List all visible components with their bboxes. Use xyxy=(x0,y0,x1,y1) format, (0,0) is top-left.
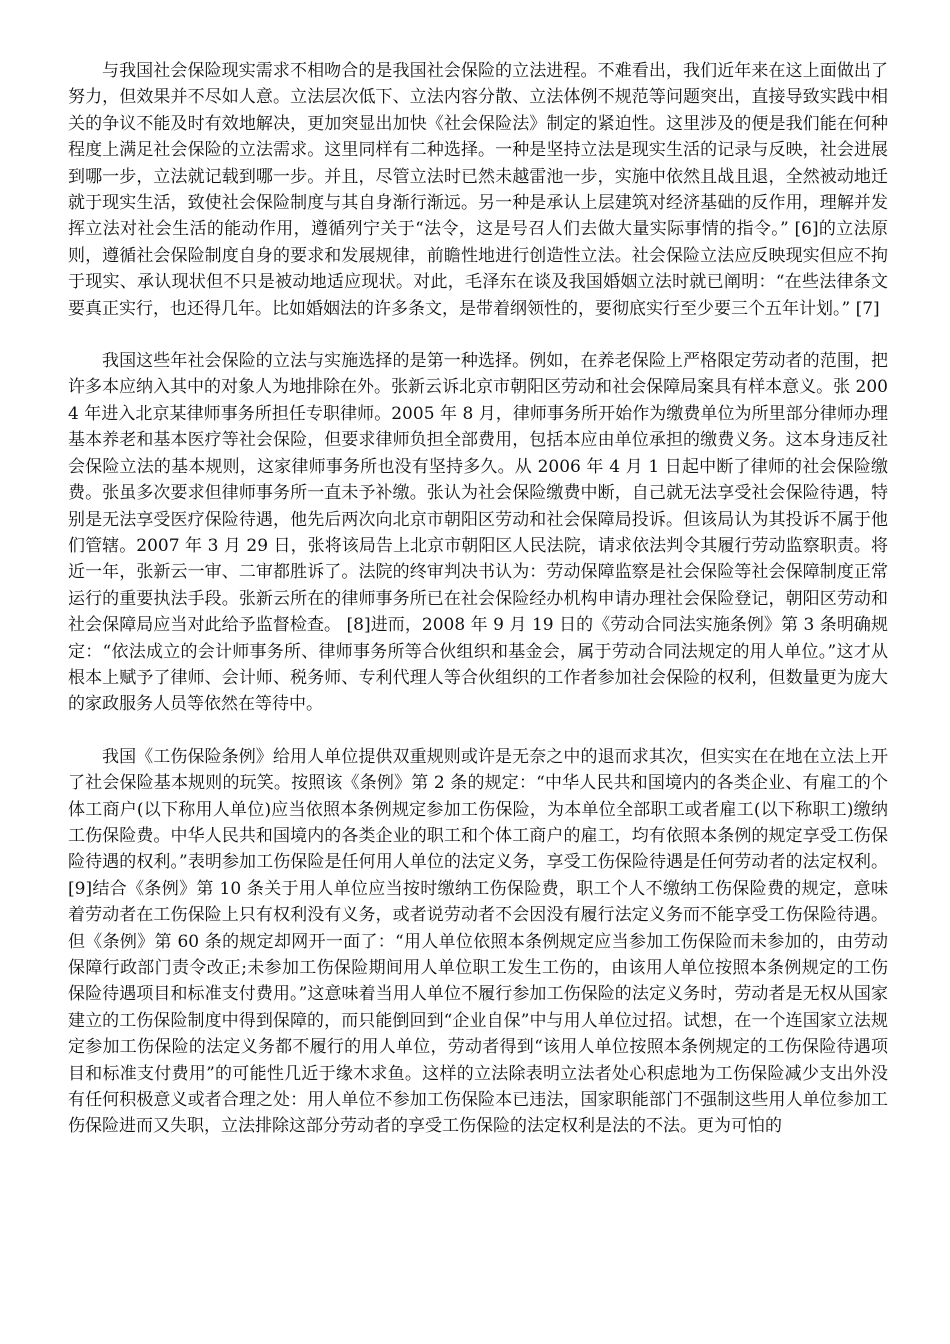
paragraph-first-choice-case: 我国这些年社会保险的立法与实施选择的是第一种选择。例如，在养老保险上严格限定劳动者的范围，把许多本应纳入其中的对象人为地排除在外。张新云诉北京市朝阳区劳动和社会保障局案具有样本意义。张 2004 年进入北京某律师事务所担任专职律师。2005 年 8 月，律师事务所开始作为缴费单位为所里部分律师办理基本养老和基本医疗等社会保险，但要求律师负担全部费用，包括本应由单位承担的缴费义务。这本身违反社会保险立法的基本规则，这家律师事务所也没有坚持多久。从 2006 年 4 月 1 日起中断了律师的社会保险缴费。张虽多次要求但律师事务所一直未予补缴。张认为社会保险缴费中断，自己就无法享受社会保险待遇，特别是无法享受医疗保险待遇，他先后两次向北京市朝阳区劳动和社会保障局投诉。但该局认为其投诉不属于他们管辖。2007 年 3 月 29 日，张将该局告上北京市朝阳区人民法院，请求依法判令其履行劳动监察职责。将近一年，张新云一审、二审都胜诉了。法院的终审判决书认为：劳动保障监察是社会保险等社会保障制度正常运行的重要执法手段。张新云所在的律师事务所已在社会保险经办机构申请办理社会保险登记，朝阳区劳动和社会保障局应当对此给予监督检查。 [8]进而，2008 年 9 月 19 日的《劳动合同法实施条例》第 3 条明确规定：“依法成立的会计师事务所、律师事务所等合伙组织和基金会，属于劳动合同法规定的用人单位。”这才从根本上赋予了律师、会计师、税务师、专利代理人等合伙组织的工作者参加社会保险的权利，但数量更为庞大的家政服务人员等依然在等待中。 xyxy=(68,351,888,715)
paragraph-legislation-progress: 与我国社会保险现实需求不相吻合的是我国社会保险的立法进程。不难看出，我们近年来在这上面做出了努力，但效果并不尽如人意。立法层次低下、立法内容分散、立法体例不规范等问题突出，直接导致实践中相关的争议不能及时有效地解决，更加突显出加快《社会保险法》制定的紧迫性。这里涉及的便是我们能在何种程度上满足社会保险的立法需求。这里同样有二种选择。一种是坚持立法是现实生活的记录与反映，社会进展到哪一步，立法就记载到哪一步。并且，尽管立法时已然未越雷池一步，实施中依然且战且退，全然被动地迁就于现实生活，致使社会保险制度与其自身渐行渐远。另一种是承认上层建筑对经济基础的反作用，理解并发挥立法对社会生活的能动作用，遵循列宁关于“法令，这是号召人们去做大量实际事情的指令。” [6]的立法原则，遵循社会保险制度自身的要求和发展规律，前瞻性地进行创造性立法。社会保险立法应反映现实但应不拘于现实、承认现状但不只是被动地适应现状。对此，毛泽东在谈及我国婚姻立法时就已阐明：“在些法律条文要真正实行，也还得几年。比如婚姻法的许多条文，是带着纲领性的，要彻底实行至少要三个五年计划。” [7] xyxy=(68,61,888,319)
document-body xyxy=(68,58,888,1140)
paragraph-work-injury-regulation: 我国《工伤保险条例》给用人单位提供双重规则或许是无奈之中的退而求其次，但实实在在地在立法上开了社会保险基本规则的玩笑。按照该《条例》第 2 条的规定：“中华人民共和国境内的各类企业、有雇工的个体工商户(以下称用人单位)应当依照本条例规定参加工伤保险，为本单位全部职工或者雇工(以下称职工)缴纳工伤保险费。中华人民共和国境内的各类企业的职工和个体工商户的雇工，均有依照本条例的规定享受工伤保险待遇的权利。”表明参加工伤保险是任何用人单位的法定义务，享受工伤保险待遇是任何劳动者的法定权利。 [9]结合《条例》第 10 条关于用人单位应当按时缴纳工伤保险费，职工个人不缴纳工伤保险费的规定，意味着劳动者在工伤保险上只有权利没有义务，或者说劳动者不会因没有履行法定义务而不能享受工伤保险待遇。但《条例》第 60 条的规定却网开一面了：“用人单位依照本条例规定应当参加工伤保险而未参加的，由劳动保障行政部门责令改正;未参加工伤保险期间用人单位职工发生工伤的，由该用人单位按照本条例规定的工伤保险待遇项目和标准支付费用。”这意味着当用人单位不履行参加工伤保险的法定义务时，劳动者是无权从国家建立的工伤保险制度中得到保障的，而只能倒回到“企业自保”中与用人单位过招。试想，在一个连国家立法规定参加工伤保险的法定义务都不履行的用人单位，劳动者得到“该用人单位按照本条例规定的工伤保险待遇项目和标准支付费用”的可能性几近于缘木求鱼。这样的立法除表明立法者处心积虑地为工伤保险减少支出外没有任何积极意义或者合理之处：用人单位不参加工伤保险本已违法，国家职能部门不强制这些用人单位参加工伤保险进而又失职，立法排除这部分劳动者的享受工伤保险的法定权利是法的不法。更为可怕的 xyxy=(68,746,888,1137)
